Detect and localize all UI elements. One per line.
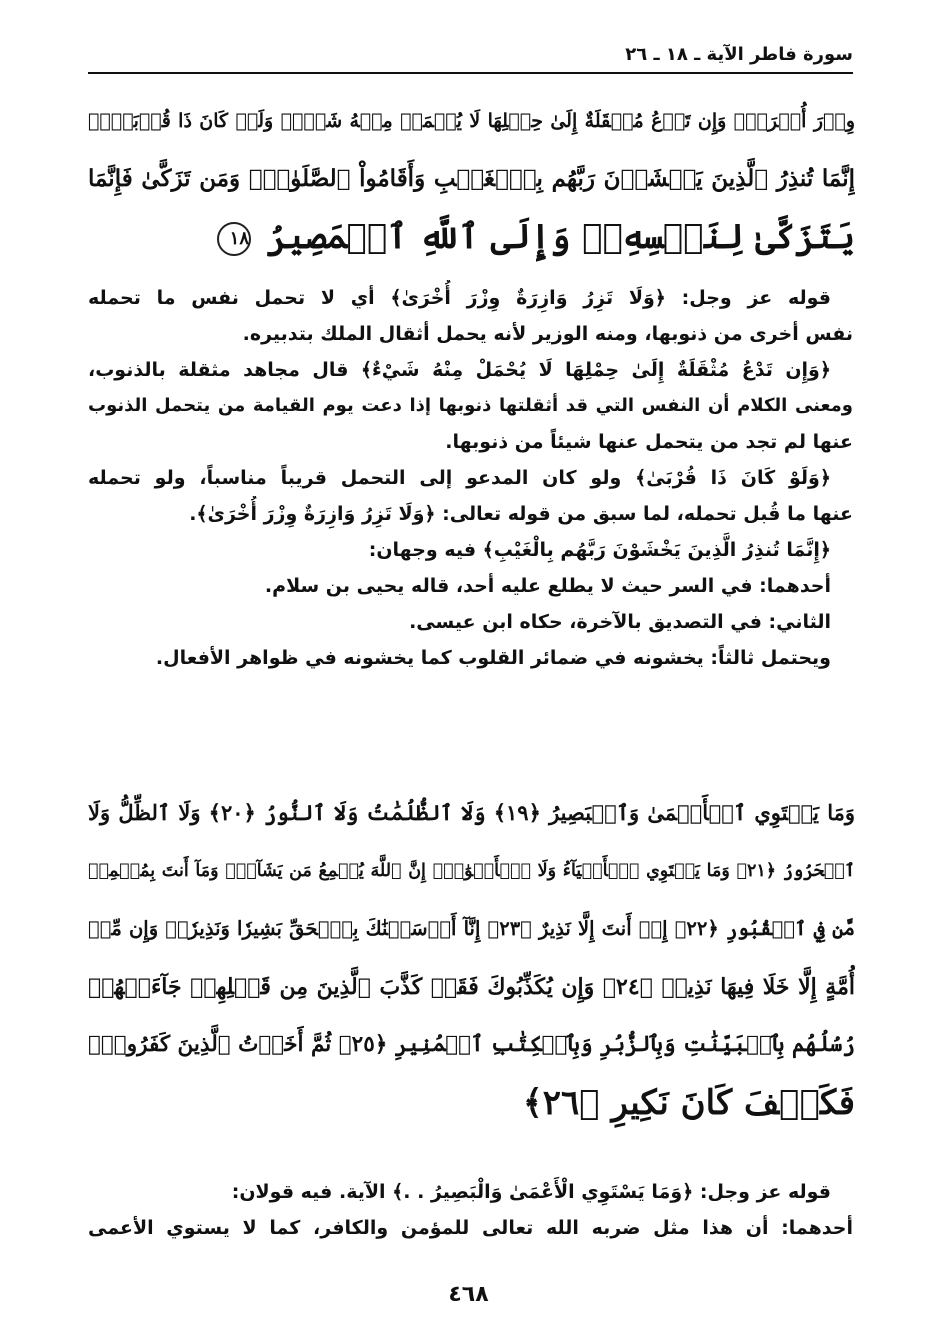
- commentary-section-1: [88, 280, 853, 676]
- verse-line: فَكَيۡفَ كَانَ نَكِيرِ ﴿٢٦﴾: [522, 1083, 855, 1123]
- running-header: [88, 42, 853, 74]
- verse-line: ٱلۡحَرُورُ ﴿٢١﴾ وَمَا يَسۡتَوِي ٱلۡأَحۡيَآءُ وَلَا ٱلۡأَمۡوَٰتُۚ إِنَّ ٱللَّهَ يُسۡمِعُ مَن يَشَآءُۖ وَمَآ أَنتَ بِمُسۡمِعٖ: [88, 861, 855, 881]
- commentary-line: قوله عز وجل: ﴿وَمَا يَسْتَوِي الْأَعْمَىٰ وَالْبَصِيرُ . .﴾ الآية. فيه قولان:: [231, 1181, 831, 1203]
- commentary-line: أحدهما: في السر حيث لا يطلع عليه أحد، قاله يحيى بن سلام.: [264, 575, 831, 597]
- commentary-line: ﴿وَإِن تَدْعُ مُثْقَلَةٌ إِلَىٰ حِمْلِهَا لَا يُحْمَلْ مِنْهُ شَيْءٌ﴾ قال مجاهد مثقلة بالذنوب،: [88, 359, 831, 381]
- page-number: ٤٦٨: [448, 1282, 489, 1307]
- verse-line: إِنَّمَا تُنذِرُ ٱلَّذِينَ يَخۡشَوۡنَ رَبَّهُم بِٱلۡغَيۡبِ وَأَقَامُواْ ٱلصَّلَوٰةَۚ وَمَن تَزَكَّىٰ فَإِنَّمَا: [88, 165, 855, 192]
- commentary-line: ﴿وَلَوْ كَانَ ذَا قُرْبَىٰ﴾ ولو كان المدعو إلى التحمل قريباً مناسباً، ولو تحمله: [88, 467, 831, 489]
- verse-line: وَمَا يَسۡتَوِي ٱلۡأَعۡمَىٰ وَٱلۡبَصِيرُ ﴿١٩﴾ وَلَا ٱلظُّلُمَٰتُ وَلَا ٱلنُّورُ ﴿٢٠﴾ وَلَا ٱلظِّلُّ وَلَا: [88, 800, 855, 825]
- running-title: سورة فاطر الآية ـ ١٨ ـ ٢٦: [625, 44, 853, 65]
- commentary-section-2: [88, 1174, 853, 1246]
- commentary-line: ﴿إِنَّمَا تُنذِرُ الَّذِينَ يَخْشَوْنَ رَبَّهُم بِالْغَيْبِ﴾ فيه وجهان:: [368, 539, 831, 561]
- commentary-line: قوله عز وجل: ﴿وَلَا تَزِرُ وَازِرَةٌ وِزْرَ أُخْرَىٰ﴾ أي لا تحمل نفس ما تحمله: [88, 287, 831, 309]
- commentary-line: ومعنى الكلام أن النفس التي قد أثقلتها ذنوبها إذا دعت يوم القيامة من يتحمل الذنوب: [88, 395, 853, 416]
- quran-verses-top: [88, 92, 855, 266]
- verse-line: مَّن فِي ٱلۡقُبُورِ ﴿٢٢﴾ إِنۡ أَنتَ إِلَّا نَذِيرٌ ﴿٢٣﴾ إِنَّآ أَرۡسَلۡنَٰكَ بِٱلۡحَقِّ بَشِيرٗا وَنَذِيرٗاۚ وَإِن مِّنۡ: [88, 917, 855, 940]
- verse-line-text: يَتَزَكَّىٰ لِنَفۡسِهِۦۚ وَإِلَى ٱللَّهِ ٱلۡمَصِيرُ: [266, 217, 855, 257]
- commentary-line: الثاني: في التصديق بالآخرة، حكاه ابن عيسى.: [409, 611, 831, 633]
- commentary-line: ويحتمل ثالثاً: يخشونه في ضمائر القلوب كما يخشونه في ظواهر الأفعال.: [155, 647, 831, 669]
- verse-line: وِزۡرَ أُخۡرَىٰۚ وَإِن تَدۡعُ مُثۡقَلَةٌ إِلَىٰ حِمۡلِهَا لَا يُحۡمَلۡ مِنۡهُ شَيۡءٞ وَلَوۡ كَانَ ذَا قُرۡبَىٰٓۗ: [88, 110, 855, 132]
- page-number-footer: [0, 1282, 937, 1307]
- commentary-line: عنها لم تجد من يتحمل عنها شيئاً من ذنوبها.: [445, 431, 853, 453]
- quran-verses-bottom: [88, 784, 855, 1132]
- verse-line: أُمَّةٍ إِلَّا خَلَا فِيهَا نَذِيرٞ ﴿٢٤﴾ وَإِن يُكَذِّبُوكَ فَقَدۡ كَذَّبَ ٱلَّذِينَ مِن قَبۡلِهِمۡ جَآءَتۡهُمۡ: [88, 974, 855, 1000]
- verse-number-badge: ١٨: [217, 222, 251, 256]
- verse-line: رُسُلُهُم بِٱلۡبَيِّنَٰتِ وَبِٱلزُّبُرِ وَبِٱلۡكِتَٰبِ ٱلۡمُنِيرِ ﴿٢٥﴾ ثُمَّ أَخَذۡتُ ٱلَّذِينَ كَفَرُواْۖ: [88, 1032, 855, 1057]
- commentary-line: عنها ما قُبل تحمله، لما سبق من قوله تعالى: ﴿وَلَا تَزِرُ وَازِرَةٌ وِزْرَ أُخْرَىٰ﴾.: [189, 503, 853, 525]
- commentary-line: أحدهما: أن هذا مثل ضربه الله تعالى للمؤمن والكافر، كما لا يستوي الأعمى: [88, 1217, 853, 1239]
- commentary-line: نفس أخرى من ذنوبها، ومنه الوزير لأنه يحمل أثقال الملك بتدبيره.: [242, 323, 853, 345]
- verse-line: [88, 208, 855, 266]
